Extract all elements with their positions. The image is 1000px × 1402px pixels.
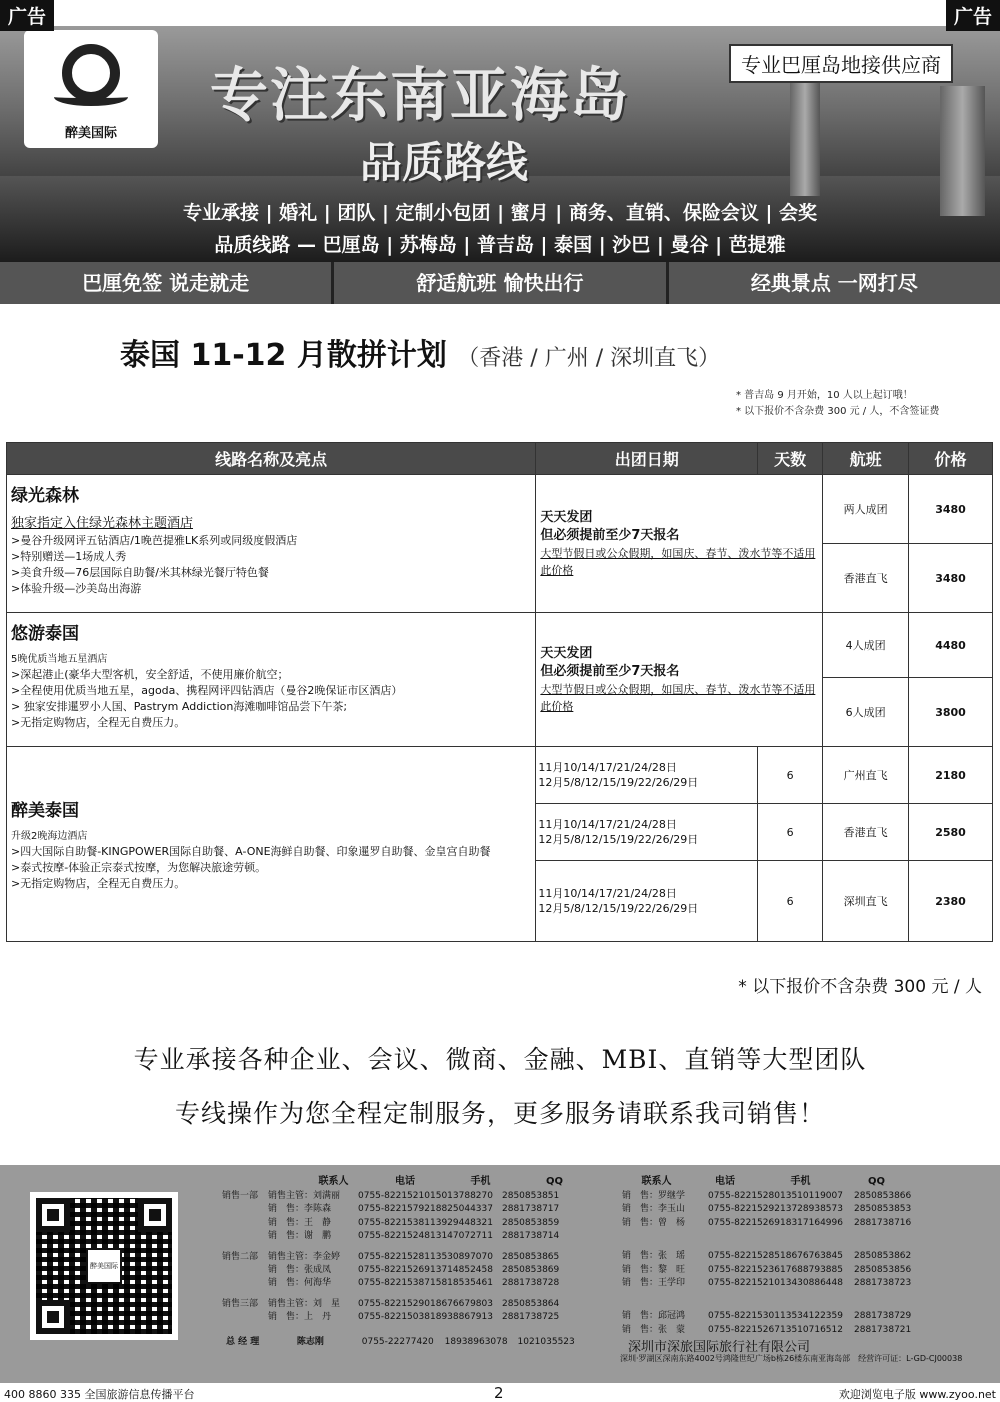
contact-name: 销 售：邱冠鸿 xyxy=(622,1311,686,1322)
plan-title xyxy=(120,330,720,374)
booking-rule: 但必须提前至少7天报名 xyxy=(540,527,680,543)
dates-december: 12月5/8/12/15/19/22/26/29日 xyxy=(538,902,699,915)
contact-row xyxy=(222,1201,606,1214)
contact-name: 销 售：王 静 xyxy=(268,1217,332,1228)
price-cell: 3480 xyxy=(909,475,993,544)
daily-departure: 天天发团 xyxy=(540,509,593,525)
price-cell: 3480 xyxy=(909,544,993,613)
contact-mobile: 13430886448 xyxy=(780,1277,843,1288)
contact-qq: 2850853856 xyxy=(854,1264,912,1275)
qr-code[interactable] xyxy=(30,1192,178,1340)
contact-name: 销 售：李陈森 xyxy=(268,1204,332,1215)
wave-icon xyxy=(54,88,128,106)
contact-mobile: 13714852458 xyxy=(430,1264,493,1275)
company-name: 深圳市深旅国际旅行社有限公司 xyxy=(628,1340,811,1355)
contact-name: 销 售：张 瑶 xyxy=(622,1251,686,1262)
contact-group-gap xyxy=(622,1228,928,1248)
contact-row xyxy=(622,1308,928,1321)
qr-finder xyxy=(36,1300,70,1334)
contact-row xyxy=(622,1262,928,1275)
contact-mobile: 15818535461 xyxy=(430,1278,493,1289)
days-cell: 6 xyxy=(758,747,823,804)
route-highlight: 独家指定入住绿光森林主题酒店 xyxy=(11,516,194,531)
promo-line: 专业承接各种企业、会议、微商、金融、MBI、直销等大型团队 xyxy=(133,1045,867,1074)
qr-finder xyxy=(138,1198,172,1232)
banner-subtitle: 品质路线 xyxy=(360,138,529,187)
contact-department: 销售二部 xyxy=(222,1251,259,1262)
contact-row xyxy=(622,1275,928,1288)
gm-mobile: 18938963078 xyxy=(444,1337,508,1347)
contact-department: 销售一部 xyxy=(222,1191,259,1201)
supplier-badge: 专业巴厘岛地接供应商 xyxy=(729,44,953,83)
route-feature: >全程使用优质当地五星，agoda、携程网评四钻酒店（曼谷2晚保证市区酒店） xyxy=(11,684,403,697)
contact-name: 销 售：张 蒙 xyxy=(622,1324,686,1335)
flight-cell: 香港直飞 xyxy=(823,544,909,613)
table-header: 出团日期 xyxy=(536,443,758,475)
contact-qq: 2881738717 xyxy=(502,1204,560,1215)
price-cell: 4480 xyxy=(909,613,993,678)
departure-cell xyxy=(536,475,823,613)
gm-phone: 0755-22277420 xyxy=(361,1337,434,1347)
header-phone: 电话 xyxy=(714,1176,735,1187)
holiday-note: 大型节假日或公众假期，如国庆、春节、泼水节等不适用此价格 xyxy=(540,546,816,577)
slogan-bar xyxy=(0,262,1000,304)
contact-qq: 2881738716 xyxy=(854,1217,912,1228)
contact-name: 销 售：谢 鹏 xyxy=(268,1231,332,1242)
contact-qq: 2850853865 xyxy=(502,1251,560,1262)
contact-qq: 2881738728 xyxy=(502,1278,560,1289)
contact-phone: 0755-82215280 xyxy=(708,1191,780,1201)
header-qq: QQ xyxy=(867,1176,885,1187)
plan-title-main: 泰国 11-12 月散拼计划 xyxy=(120,338,447,373)
contact-phone: 0755-82215387 xyxy=(358,1278,430,1289)
contact-name: 销 售：上 丹 xyxy=(268,1312,332,1323)
contact-row xyxy=(622,1188,928,1201)
banner xyxy=(0,26,1000,262)
date-cell xyxy=(536,861,758,942)
dates-november: 11月10/14/17/21/24/28日 xyxy=(538,818,677,831)
contact-qq: 2850853869 xyxy=(502,1264,560,1275)
contact-name: 销 售：李玉山 xyxy=(622,1204,686,1215)
contact-name: 销售主管：刘 星 xyxy=(268,1298,341,1309)
price-cell: 2580 xyxy=(909,804,993,861)
contact-row xyxy=(622,1248,928,1261)
route-feature: >无指定购物店，全程无自费压力。 xyxy=(11,877,186,890)
route-feature: > 独家安排暹罗小人国、Pastrym Addiction海滩咖啡馆品尝下午茶; xyxy=(11,700,348,713)
contact-name: 销售主管：李金婷 xyxy=(268,1251,341,1262)
contact-group-gap xyxy=(622,1288,928,1308)
route-cell xyxy=(7,613,536,747)
plan-title-sub: （香港 / 广州 / 深圳直飞） xyxy=(457,346,721,371)
general-manager-row xyxy=(226,1334,578,1347)
contact-row xyxy=(622,1215,928,1228)
table-header: 航班 xyxy=(823,443,909,475)
ad-tag-left: 广告 xyxy=(0,0,54,31)
contact-phone: 0755-82215038 xyxy=(358,1312,430,1323)
contact-phone: 0755-82215210 xyxy=(358,1191,430,1201)
contact-row xyxy=(222,1296,606,1309)
dates-december: 12月5/8/12/15/19/22/26/29日 xyxy=(538,833,699,846)
contact-phone: 0755-82215381 xyxy=(358,1217,430,1228)
contact-qq: 2850853859 xyxy=(502,1217,560,1228)
contact-list-left xyxy=(222,1172,606,1323)
logo-text: 醉美国际 xyxy=(64,126,117,141)
contact-mobile: 18676763845 xyxy=(780,1251,843,1262)
route-feature: >深起港止(豪华大型客机，安全舒适，不使用廉价航空； xyxy=(11,668,289,681)
page-number: 2 xyxy=(494,1384,504,1402)
contact-name: 销 售：何海华 xyxy=(268,1278,332,1289)
route-feature: >无指定购物店，全程无自费压力。 xyxy=(11,716,186,729)
contact-mobile: 18825044337 xyxy=(430,1204,493,1215)
price-cell: 3800 xyxy=(909,678,993,747)
route-feature: >特别赠送—1场成人秀 xyxy=(11,550,127,563)
date-cell xyxy=(536,747,758,804)
contact-list-right xyxy=(622,1172,928,1335)
contact-name: 销 售：曾 杨 xyxy=(622,1217,686,1228)
contact-group-gap xyxy=(222,1289,606,1296)
contact-name: 销 售：王学印 xyxy=(622,1277,686,1288)
page-footer xyxy=(0,1384,1000,1402)
route-cell xyxy=(7,475,536,613)
qr-finder xyxy=(36,1198,70,1232)
price-cell: 2380 xyxy=(909,861,993,942)
contact-mobile: 13728938573 xyxy=(780,1204,843,1215)
contact-phone: 0755-82215301 xyxy=(708,1311,780,1322)
flight-cell: 4人成团 xyxy=(823,613,909,678)
contact-row xyxy=(222,1188,606,1201)
days-cell: 6 xyxy=(758,861,823,942)
route-name: 醉美泰国 xyxy=(11,801,79,821)
contact-qq: 2881738729 xyxy=(854,1311,912,1322)
contact-qq: 2881738721 xyxy=(854,1324,912,1335)
contact-phone: 0755-82215285 xyxy=(708,1251,780,1262)
table-row xyxy=(7,613,993,678)
header-contact: 联系人 xyxy=(641,1176,672,1187)
contact-phone: 0755-82215292 xyxy=(708,1204,780,1215)
contact-row xyxy=(222,1228,606,1241)
banner-title: 专注东南亚海岛 xyxy=(210,61,631,129)
contact-phone: 0755-82215267 xyxy=(708,1324,780,1335)
contact-qq: 2850853853 xyxy=(854,1204,912,1215)
surcharge-note: * 以下报价不含杂费 300 元 / 人 xyxy=(738,977,982,997)
contact-phone: 0755-82215290 xyxy=(358,1298,430,1309)
contact-row xyxy=(222,1249,606,1262)
route-feature: >曼谷升级网评五钻酒店/1晚芭提雅LK系列或同级度假酒店 xyxy=(11,534,298,547)
header-contact: 联系人 xyxy=(318,1176,349,1187)
plan-note: * 普吉岛 9 月开始，10 人以上起订哦！ xyxy=(736,390,913,401)
contact-mobile: 13147072711 xyxy=(430,1231,493,1242)
route-cell xyxy=(7,747,536,942)
route-feature: >体验升级—沙美岛出海游 xyxy=(11,582,142,595)
gm-label: 总 经 理 xyxy=(226,1337,260,1347)
gm-qq: 1021035523 xyxy=(517,1337,575,1347)
flight-cell: 6人成团 xyxy=(823,678,909,747)
contact-mobile: 13534122359 xyxy=(780,1311,843,1322)
date-cell xyxy=(536,804,758,861)
contact-phone: 0755-82215248 xyxy=(358,1231,430,1242)
holiday-note: 大型节假日或公众假期，如国庆、春节、泼水节等不适用此价格 xyxy=(540,682,816,713)
contact-mobile: 18317164996 xyxy=(780,1217,843,1228)
qr-logo: 醉美国际 xyxy=(86,1248,122,1284)
price-table xyxy=(6,442,993,942)
hotline: 400 8860 335 全国旅游信息传播平台 xyxy=(4,1388,195,1401)
contact-row xyxy=(222,1309,606,1322)
contact-qq: 2850853864 xyxy=(502,1298,560,1309)
promo-line: 专线操作为您全程定制服务，更多服务请联系我司销售！ xyxy=(174,1099,825,1128)
logo xyxy=(24,30,158,148)
table-header: 价格 xyxy=(909,443,993,475)
dates-november: 11月10/14/17/21/24/28日 xyxy=(538,761,677,774)
contact-mobile: 13510119007 xyxy=(780,1191,843,1201)
route-feature: >美食升级—76层国际自助餐/米其林绿光餐厅特色餐 xyxy=(11,566,269,579)
header-qq: QQ xyxy=(545,1176,563,1187)
dates-november: 11月10/14/17/21/24/28日 xyxy=(538,887,677,900)
contact-mobile: 18938867913 xyxy=(430,1312,493,1323)
route-features xyxy=(11,844,531,892)
flight-cell: 两人成团 xyxy=(823,475,909,544)
contact-qq: 2881738725 xyxy=(502,1312,560,1323)
contact-qq: 2881738714 xyxy=(502,1231,560,1242)
contact-mobile: 15013788270 xyxy=(430,1191,493,1201)
contact-qq: 2850853862 xyxy=(854,1251,912,1262)
services-line: 专业承接 | 婚礼 | 团队 | 定制小包团 | 蜜月 | 商务、直销、保险会议 | 会奖 xyxy=(182,202,817,224)
qr-pattern xyxy=(36,1198,172,1334)
contact-group-gap xyxy=(222,1242,606,1249)
header-mobile: 手机 xyxy=(470,1176,491,1187)
contact-mobile: 13510716512 xyxy=(780,1324,843,1335)
table-row xyxy=(7,747,993,804)
contact-qq: 2850853866 xyxy=(854,1191,912,1201)
route-feature: >四大国际自助餐-KINGPOWER国际自助餐、A-ONE海鲜自助餐、印象暹罗自助餐、金皇宫自助餐 xyxy=(11,845,491,858)
banner-pillar xyxy=(940,86,985,216)
slogan: 经典景点 一网打尽 xyxy=(666,262,1000,304)
daily-departure: 天天发团 xyxy=(540,645,593,661)
contact-department: 销售三部 xyxy=(222,1298,259,1309)
contact-mobile: 13530897070 xyxy=(430,1251,493,1262)
contact-qq: 2850853851 xyxy=(502,1191,560,1201)
contact-phone: 0755-82215236 xyxy=(708,1264,780,1275)
banner-pillar xyxy=(790,76,820,196)
contact-phone: 0755-82215281 xyxy=(358,1251,430,1262)
contact-mobile: 17688793885 xyxy=(780,1264,843,1275)
contact-row xyxy=(622,1322,928,1335)
contact-name: 销售主管：刘满丽 xyxy=(268,1191,341,1201)
table-header: 天数 xyxy=(758,443,823,475)
route-feature: >泰式按摩-体验正宗泰式按摩，为您解决旅途劳顿。 xyxy=(11,861,267,874)
table-row xyxy=(7,475,993,544)
header-phone: 电话 xyxy=(394,1176,415,1187)
route-features xyxy=(11,533,531,597)
contact-header xyxy=(222,1172,606,1188)
contact-qq: 2881738723 xyxy=(854,1277,912,1288)
route-hotel: 5晚优质当地五星酒店 xyxy=(11,654,108,665)
contact-mobile: 18676679803 xyxy=(430,1298,493,1309)
route-features xyxy=(11,667,531,731)
contact-row xyxy=(622,1201,928,1214)
contact-row xyxy=(222,1275,606,1288)
price-cell: 2180 xyxy=(909,747,993,804)
contact-phone: 0755-82215792 xyxy=(358,1204,430,1215)
contact-phone: 0755-82215269 xyxy=(708,1217,780,1228)
flight-cell: 广州直飞 xyxy=(823,747,909,804)
slogan: 巴厘免签 说走就走 xyxy=(82,271,250,295)
header-mobile: 手机 xyxy=(790,1176,811,1187)
dates-december: 12月5/8/12/15/19/22/26/29日 xyxy=(538,776,699,789)
booking-rule: 但必须提前至少7天报名 xyxy=(540,663,680,679)
plan-note: * 以下报价不含杂费 300 元 / 人，不含签证费 xyxy=(736,406,940,417)
gm-name: 陈志刚 xyxy=(296,1337,324,1347)
contact-name: 销 售：黎 旺 xyxy=(622,1264,686,1275)
contact-phone: 0755-82215269 xyxy=(358,1264,430,1275)
contact-row xyxy=(222,1262,606,1275)
contact-name: 销 售：罗继学 xyxy=(622,1191,686,1201)
table-header: 线路名称及亮点 xyxy=(7,443,536,475)
route-name: 悠游泰国 xyxy=(11,624,79,644)
website-link[interactable]: 欢迎浏览电子版 www.zyoo.net xyxy=(838,1388,996,1401)
routes-line: 品质线路 — 巴厘岛 | 苏梅岛 | 普吉岛 | 泰国 | 沙巴 | 曼谷 | 芭提雅 xyxy=(214,234,786,256)
route-hotel: 升级2晚海边酒店 xyxy=(11,831,88,842)
ad-tag-right: 广告 xyxy=(946,0,1000,31)
departure-cell xyxy=(536,613,823,747)
contact-name: 销 售：张成凤 xyxy=(268,1264,332,1275)
table-header-row xyxy=(7,443,993,475)
contact-mobile: 13929448321 xyxy=(430,1217,493,1228)
contact-header xyxy=(622,1172,928,1188)
contact-row xyxy=(222,1215,606,1228)
days-cell: 6 xyxy=(758,804,823,861)
contact-phone: 0755-82215210 xyxy=(708,1277,780,1288)
slogan: 舒适航班 愉快出行 xyxy=(331,262,665,304)
flight-cell: 香港直飞 xyxy=(823,804,909,861)
route-name: 绿光森林 xyxy=(11,486,79,506)
flight-cell: 深圳直飞 xyxy=(823,861,909,942)
company-address: 深圳·罗湖区深南东路4002号鸿隆世纪广场b栋26楼东南亚海岛部 经营许可证：L-GD-CJ00038 xyxy=(620,1354,963,1363)
